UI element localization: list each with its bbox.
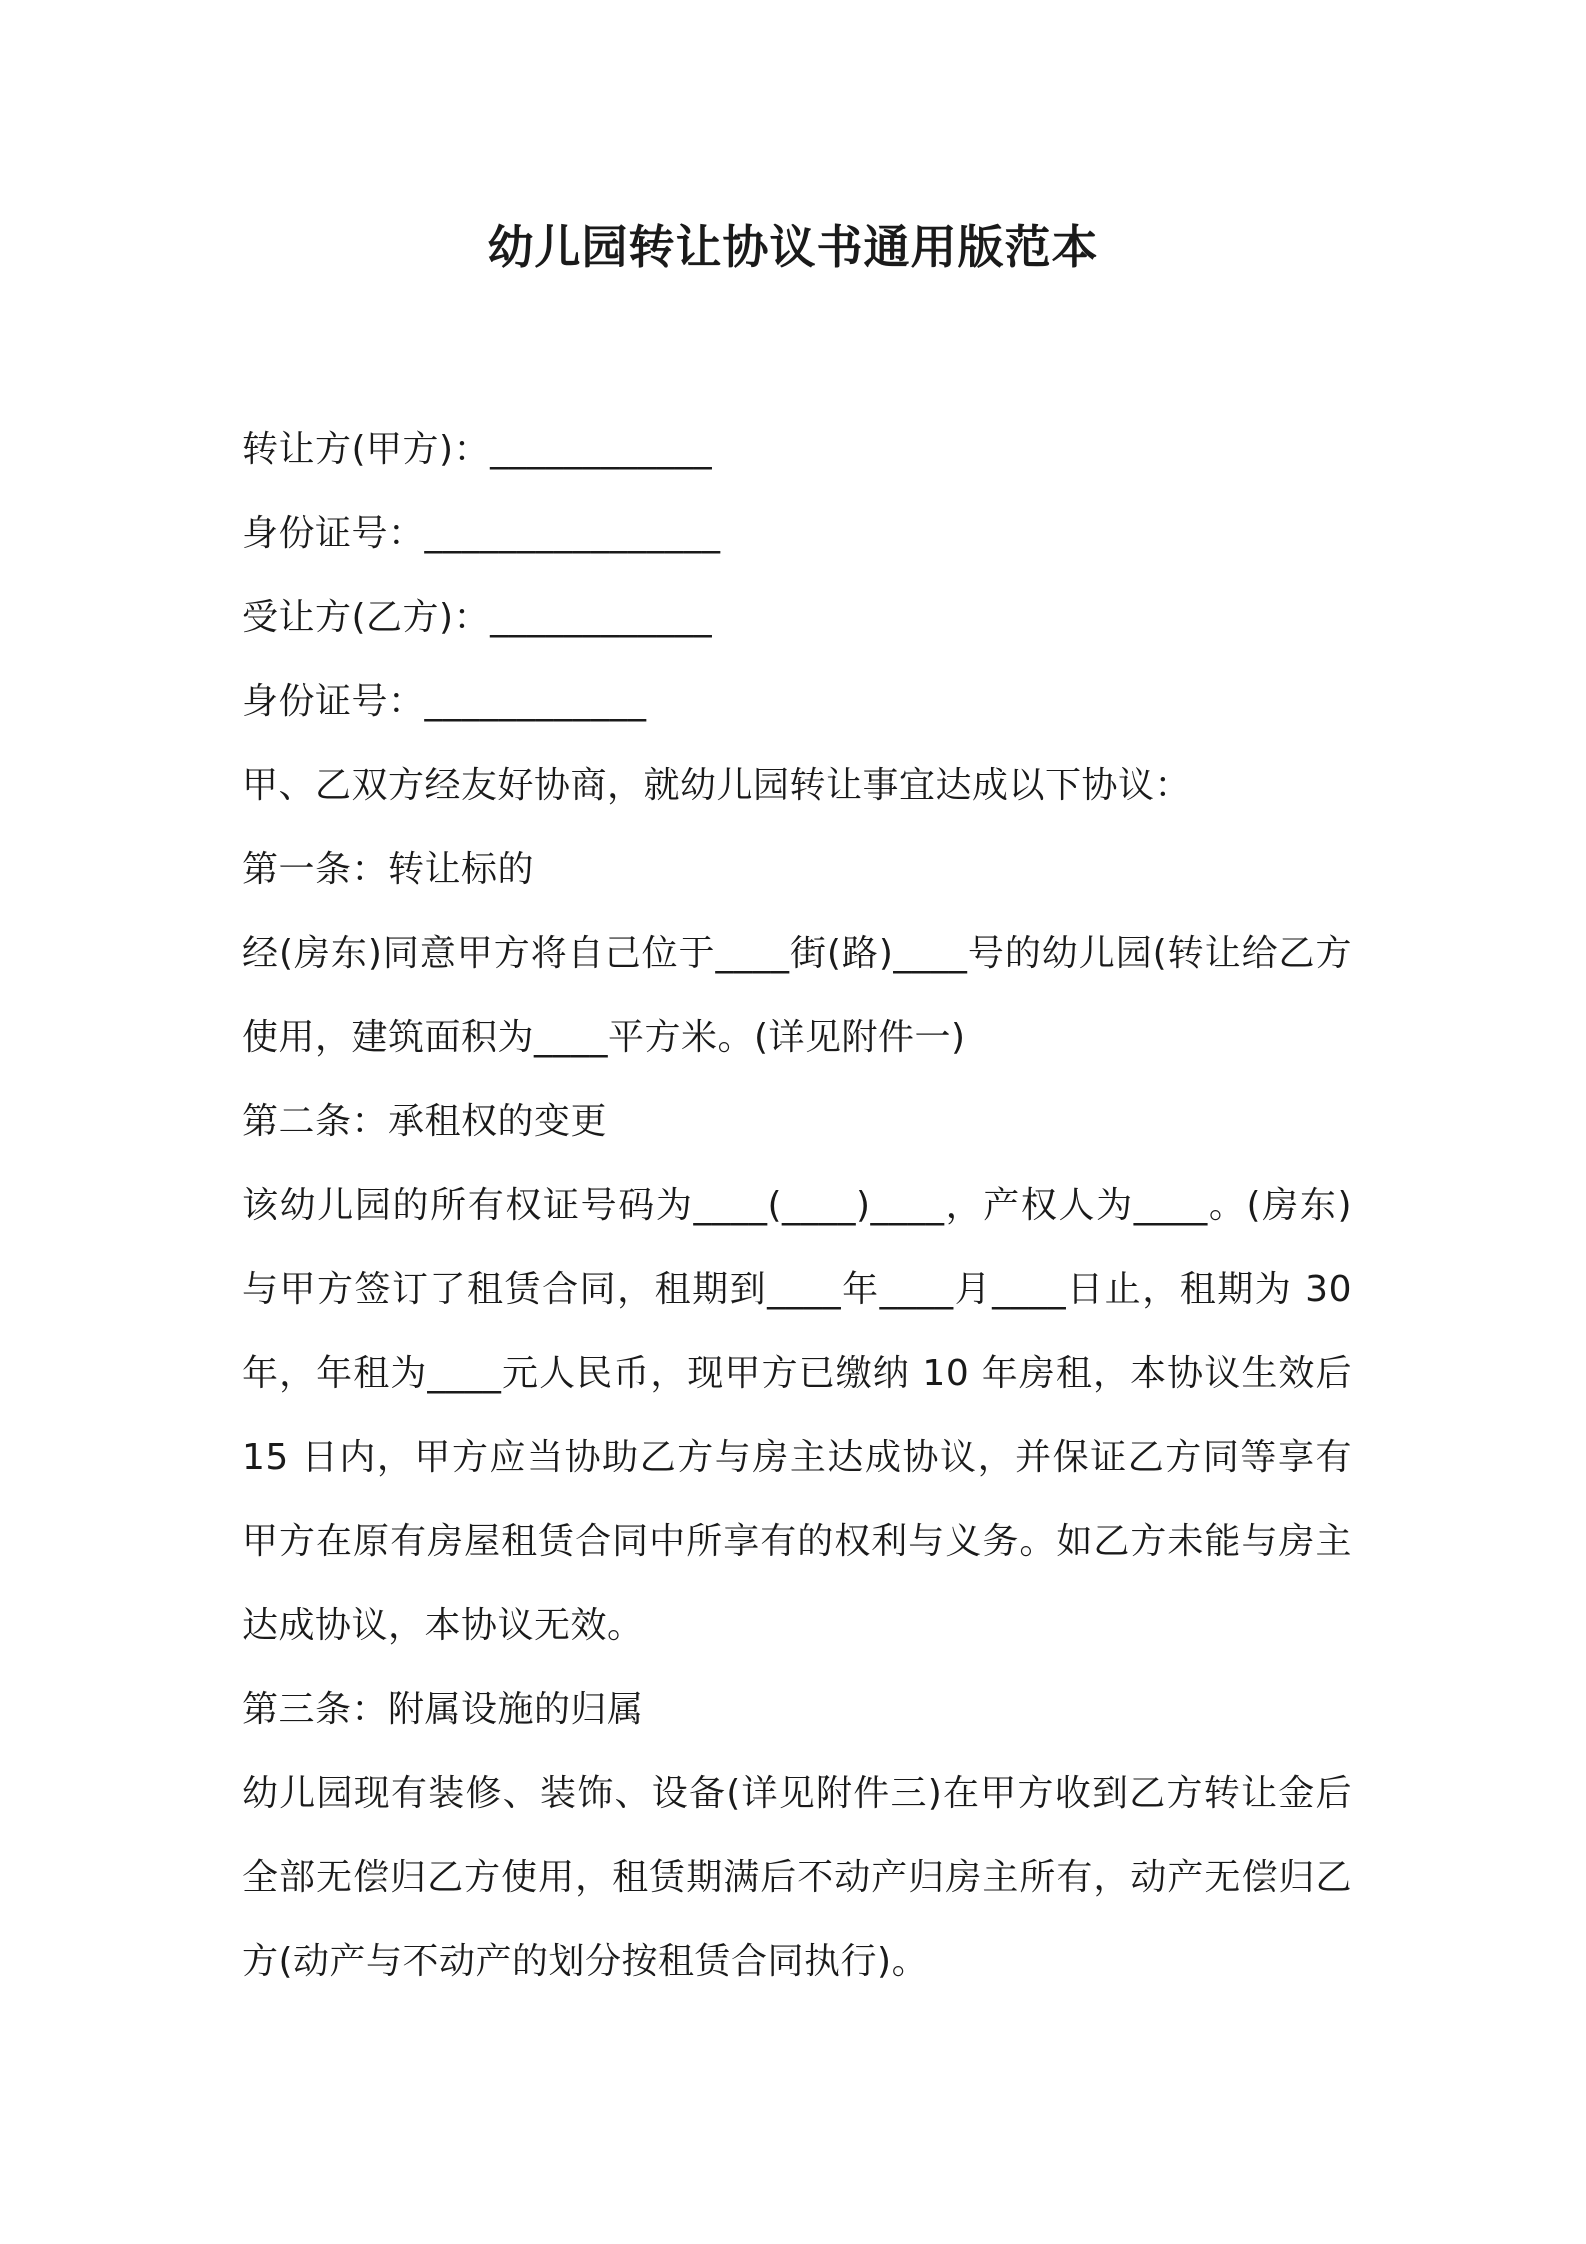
transferee-field: 受让方(乙方)：____________ xyxy=(242,597,713,638)
intro-text: 甲、乙双方经友好协商，就幼儿园转让事宜达成以下协议： xyxy=(242,765,1192,806)
transferor-field: 转让方(甲方)：____________ xyxy=(242,429,713,470)
document-body xyxy=(242,408,1352,2004)
article-2-text: 该幼儿园的所有权证号码为____(____)____，产权人为____。(房东)与甲方签订了租赁合同，租期到____年____月____日止，租期为 30 年，年租为____元人民币，现甲方已缴纳 10 年房租，本协议生效后 15 日内，甲方应当协助乙方与房主达成协议，并保证乙方同等享有甲方在原有房屋租赁合同中所享有的权利与义务。如乙方未能与房主达成协议，本协议无效。 xyxy=(242,1185,1352,1646)
article-3-text: 幼儿园现有装修、装饰、设备(详见附件三)在甲方收到乙方转让金后全部无偿归乙方使用，租赁期满后不动产归房主所有，动产无偿归乙方(动产与不动产的划分按租赁合同执行)。 xyxy=(242,1773,1352,1982)
article-1-heading: 第一条：转让标的 xyxy=(242,849,535,890)
transferor-id-field: 身份证号：________________ xyxy=(242,513,721,554)
document-title: 幼儿园转让协议书通用版范本 xyxy=(487,220,1099,274)
article-1-text: 经(房东)同意甲方将自己位于____街(路)____号的幼儿园(转让给乙方使用，建筑面积为____平方米。(详见附件一) xyxy=(242,933,1352,1058)
article-3-heading: 第三条：附属设施的归属 xyxy=(242,1689,644,1730)
article-2-heading: 第二条：承租权的变更 xyxy=(242,1101,608,1142)
transferee-id-field: 身份证号：____________ xyxy=(242,681,647,722)
